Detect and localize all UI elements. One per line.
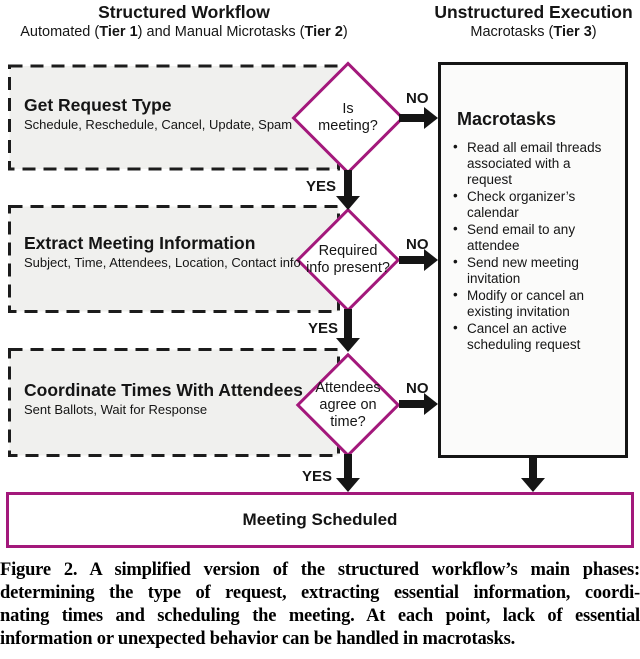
- yes-arrow-3-stem: [344, 454, 352, 479]
- step-title: Extract Meeting Information: [24, 233, 256, 253]
- yes-arrow-3-head: [336, 478, 360, 492]
- decision-line: info present?: [306, 260, 390, 276]
- macrotasks-box: [438, 62, 628, 458]
- decision-line: time?: [330, 414, 366, 430]
- step-subtitle: Schedule, Reschedule, Cancel, Update, Spam: [24, 117, 293, 132]
- tier3-label: Tier 3: [553, 24, 592, 40]
- macrotask-item: • Check organizer’s calendar: [451, 189, 619, 221]
- subtitle-text: ): [342, 24, 348, 40]
- macrotask-item: • Cancel an active scheduling request: [451, 321, 619, 353]
- macrotasks-title: Macrotasks: [457, 109, 557, 129]
- yes-label-1: YES: [305, 178, 336, 195]
- macrotasks-arrow-head: [521, 478, 545, 492]
- decision-line: Required: [318, 243, 378, 259]
- right-column-title: Unstructured Execution: [434, 2, 633, 22]
- meeting-scheduled-box: [6, 492, 634, 548]
- macrotasks-list: [451, 140, 625, 353]
- step-title: Coordinate Times With Attendees: [24, 380, 303, 400]
- step-get-request-type: [24, 94, 292, 133]
- no-arrow-1-head: [424, 107, 438, 129]
- decision-3-label: [303, 380, 393, 431]
- yes-label-2: YES: [307, 320, 338, 337]
- no-arrow-2-stem: [399, 256, 425, 264]
- decision-2-label: [298, 243, 398, 277]
- decision-line: Attendees: [315, 380, 381, 396]
- no-arrow-3-stem: [399, 400, 425, 408]
- tier2-label: Tier 2: [304, 24, 343, 40]
- yes-arrow-2-head: [336, 338, 360, 352]
- no-label-3: NO: [406, 380, 429, 397]
- decision-line: agree on: [319, 397, 377, 413]
- decision-line: Is: [342, 101, 354, 117]
- meeting-scheduled-label: Meeting Scheduled: [242, 510, 398, 529]
- step-subtitle: Subject, Time, Attendees, Location, Contact info: [24, 255, 301, 270]
- step-extract-meeting-information: [24, 232, 301, 271]
- no-label-2: NO: [406, 236, 429, 253]
- caption-line: information or unexpected behavior can be handled in macrotasks.: [0, 629, 516, 649]
- step-subtitle: Sent Ballots, Wait for Response: [24, 402, 208, 417]
- step-coordinate-times: [24, 379, 303, 418]
- macrotasks-arrow-stem: [529, 456, 537, 479]
- no-arrow-1-stem: [399, 114, 425, 122]
- decision-1-label: [308, 101, 388, 135]
- macrotask-item: • Send new meeting invitation: [451, 255, 619, 287]
- step-title: Get Request Type: [24, 95, 172, 115]
- caption-line: Figure 2. A simplified version of the structured workflow’s main phases:: [0, 560, 640, 580]
- no-label-1: NO: [406, 90, 429, 107]
- macrotask-item: • Read all email threads associated with a request: [451, 140, 619, 188]
- yes-arrow-1-stem: [344, 170, 352, 197]
- decision-line: meeting?: [318, 118, 378, 134]
- left-column-title: Structured Workflow: [98, 2, 270, 22]
- macrotask-item: • Modify or cancel an existing invitation: [451, 288, 619, 320]
- yes-arrow-2-stem: [344, 309, 352, 339]
- caption-line: determining the type of request, extracting essential information, coordi-: [0, 583, 640, 603]
- subtitle-text: ): [591, 24, 597, 40]
- tier1-label: Tier 1: [99, 24, 138, 40]
- macrotask-item: • Send email to any attendee: [451, 222, 619, 254]
- caption-line: nating times and scheduling the meeting. At each point, lack of essential: [0, 606, 640, 626]
- subtitle-text: Macrotasks (: [470, 24, 554, 40]
- yes-label-3: YES: [301, 468, 332, 485]
- figure-caption: [0, 559, 640, 651]
- subtitle-text: Automated (: [20, 24, 100, 40]
- subtitle-text: ) and Manual Microtasks (: [137, 24, 305, 40]
- yes-arrow-1-head: [336, 196, 360, 210]
